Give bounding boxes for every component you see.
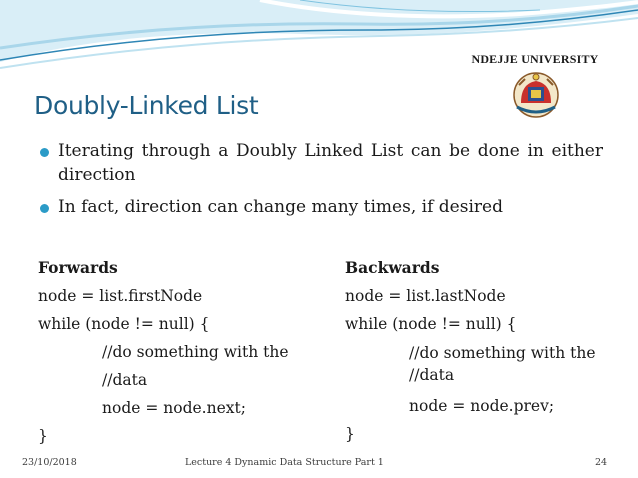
bullet-dot-icon [40, 204, 49, 213]
bullet-text: In fact, direction can change many times, if desired [58, 197, 503, 217]
code-line: node = node.next; [102, 399, 246, 417]
forwards-heading: Forwards [38, 258, 118, 277]
bullet-text: Iterating through a Doubly Linked List can be done in either direction [58, 141, 603, 185]
page-number: 24 [595, 457, 608, 468]
code-line: //data [409, 366, 455, 384]
slide-title: Doubly-Linked List [34, 91, 259, 120]
code-line: //do something with the [102, 343, 289, 361]
code-line: while (node != null) { [345, 315, 517, 333]
code-line: while (node != null) { [38, 315, 210, 333]
code-line: } [38, 427, 48, 445]
code-line: //data [102, 371, 148, 389]
code-line: node = list.lastNode [345, 287, 506, 305]
bullet-item [38, 139, 603, 187]
backwards-code-column [345, 254, 596, 448]
bullet-dot-icon [40, 148, 49, 157]
code-line: node = node.prev; [409, 397, 555, 415]
university-logo [462, 49, 608, 123]
university-crest-icon [511, 69, 561, 121]
code-line: } [345, 425, 355, 443]
footer-date: 23/10/2018 [22, 457, 77, 468]
bullet-list [38, 139, 603, 227]
backwards-heading: Backwards [345, 258, 440, 277]
forwards-code-column [38, 254, 289, 450]
code-line: //do something with the [409, 344, 596, 362]
code-line: node = list.firstNode [38, 287, 203, 305]
university-name: NDEJJE UNIVERSITY [471, 52, 599, 66]
footer-title: Lecture 4 Dynamic Data Structure Part 1 [185, 457, 384, 468]
bullet-item [38, 195, 603, 219]
